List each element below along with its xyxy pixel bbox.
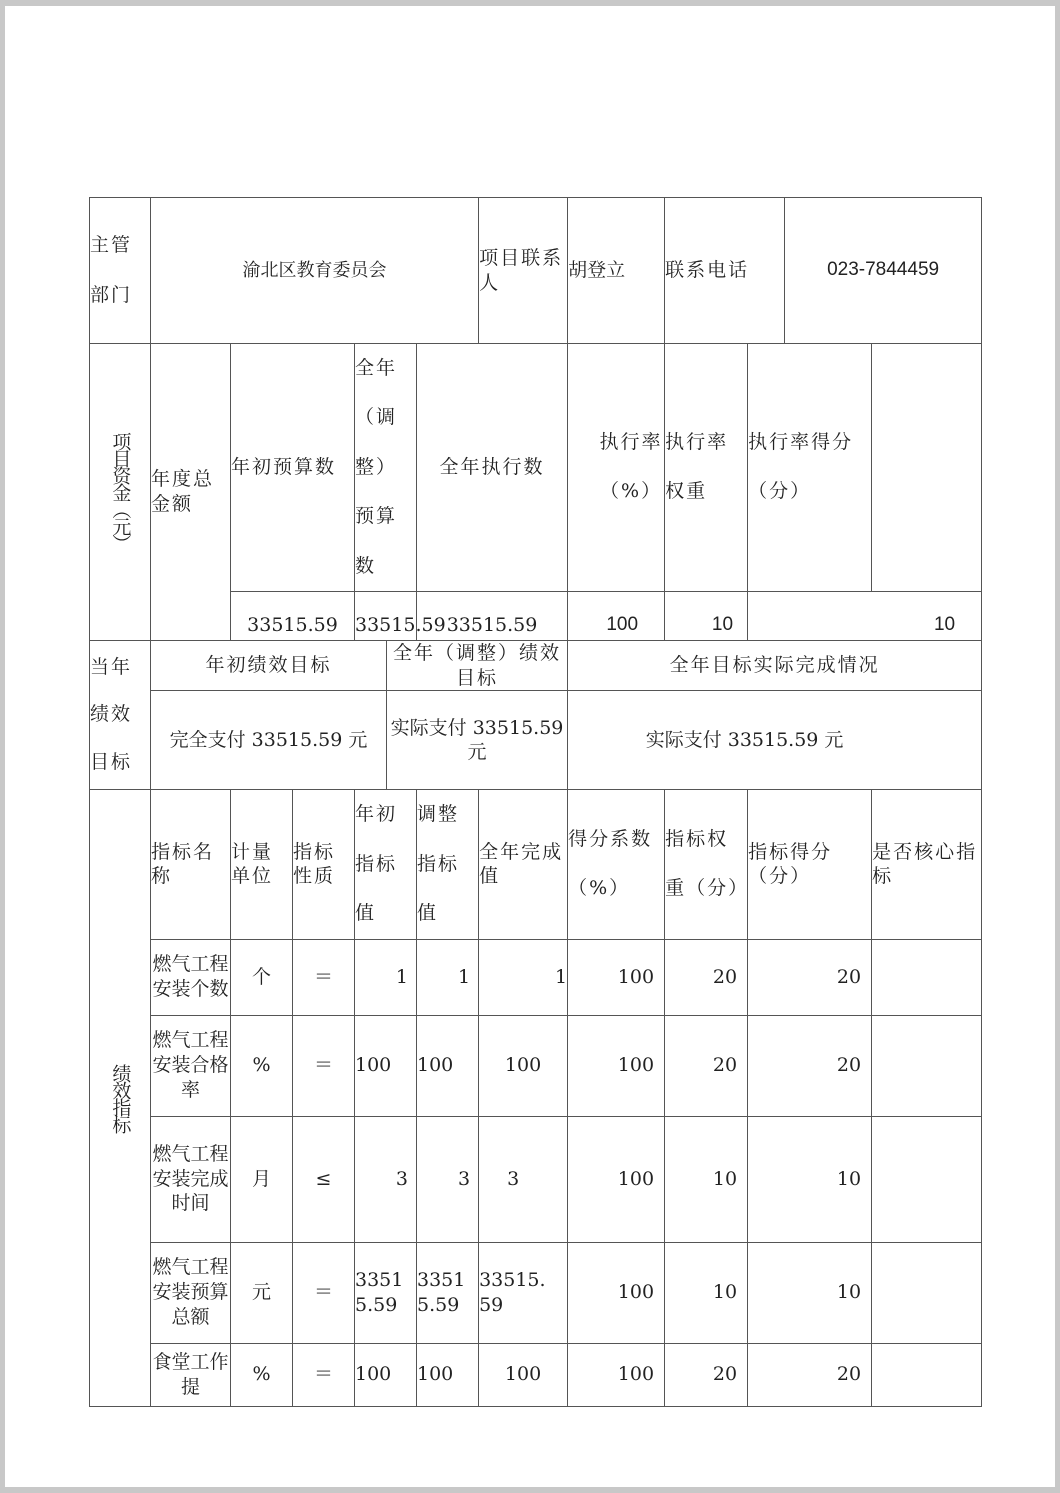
score-value: 10 — [748, 591, 982, 640]
row4-unit: 元 — [231, 1242, 293, 1343]
funds-section-label — [90, 344, 151, 641]
row3-initial: 3 — [355, 1116, 417, 1242]
goals-actual-value: 实际支付 33515.59 元 — [568, 691, 982, 790]
row5-actual: 100 — [479, 1343, 568, 1406]
hdr-score: 指标得分（分） — [748, 790, 872, 939]
row1-coef: 100 — [568, 939, 665, 1015]
table-row — [90, 1343, 982, 1406]
row1-score: 20 — [748, 939, 872, 1015]
row1-weight: 20 — [665, 939, 748, 1015]
row4-coef: 100 — [568, 1242, 665, 1343]
row4-score: 10 — [748, 1242, 872, 1343]
row2-weight: 20 — [665, 1015, 748, 1116]
row4-adjusted: 33515.59 — [417, 1242, 479, 1343]
row5-coef: 100 — [568, 1343, 665, 1406]
row3-name: 燃气工程安装完成时间 — [151, 1116, 231, 1242]
row2-name: 燃气工程安装合格率 — [151, 1015, 231, 1116]
row2-initial: 100 — [355, 1015, 417, 1116]
goals-adjusted-header: 全年（调整）绩效目标 — [387, 640, 568, 690]
row1-adjusted: 1 — [417, 939, 479, 1015]
row5-adjusted: 100 — [417, 1343, 479, 1406]
row3-core — [872, 1116, 982, 1242]
row1-core — [872, 939, 982, 1015]
row3-score: 10 — [748, 1116, 872, 1242]
row4-core — [872, 1242, 982, 1343]
weight-label: 执行率权重 — [665, 344, 748, 592]
contact-label: 项目联系人 — [479, 198, 568, 344]
row3-coef: 100 — [568, 1116, 665, 1242]
row5-weight: 20 — [665, 1343, 748, 1406]
row1-unit: 个 — [231, 939, 293, 1015]
table-row — [90, 1242, 982, 1343]
hdr-adjusted: 调整指标值 — [417, 790, 479, 939]
row3-nature: ≤ — [293, 1116, 355, 1242]
row4-name: 燃气工程安装预算总额 — [151, 1242, 231, 1343]
hdr-name: 指标名称 — [151, 790, 231, 939]
row3-actual: 3 — [479, 1116, 568, 1242]
row2-nature: ＝ — [293, 1015, 355, 1116]
dept-value: 渝北区教育委员会 — [151, 198, 479, 344]
document-page — [5, 6, 1055, 1487]
indicators-section-text: 绩效指标 — [109, 1063, 132, 1132]
row5-initial: 100 — [355, 1343, 417, 1406]
goals-adjusted-value: 实际支付 33515.59 元 — [387, 691, 568, 790]
row2-actual: 100 — [479, 1015, 568, 1116]
funds-section-text: 项目资金（元） — [109, 432, 132, 552]
total-label: 年度总金额 — [151, 344, 231, 641]
phone-value: 023-7844459 — [785, 198, 982, 344]
hdr-actual: 全年完成值 — [479, 790, 568, 939]
row5-score: 20 — [748, 1343, 872, 1406]
row3-unit: 月 — [231, 1116, 293, 1242]
adjusted-budget-label: 全年（调整）预算数 — [355, 344, 417, 592]
hdr-coef: 得分系数（%） — [568, 790, 665, 939]
row5-name: 食堂工作提 — [151, 1343, 231, 1406]
hdr-nature: 指标性质 — [293, 790, 355, 939]
hdr-initial: 年初指标值 — [355, 790, 417, 939]
rate-label: 执行率（%） — [568, 344, 665, 592]
score-label: 执行率得分（分） — [748, 344, 872, 592]
phone-label: 联系电话 — [665, 198, 785, 344]
indicators-section-label — [90, 790, 151, 1406]
adjusted-budget-value: 33515.59 — [355, 591, 417, 640]
row1-name: 燃气工程安装个数 — [151, 939, 231, 1015]
row4-actual: 33515.59 — [479, 1242, 568, 1343]
executed-value: 33515.59 — [417, 591, 568, 640]
row2-coef: 100 — [568, 1015, 665, 1116]
row2-adjusted: 100 — [417, 1015, 479, 1116]
contact-value: 胡登立 — [568, 198, 665, 344]
goals-values-row — [90, 691, 982, 790]
performance-table — [89, 197, 982, 1407]
goals-initial-header: 年初绩效目标 — [151, 640, 387, 690]
row2-score: 20 — [748, 1015, 872, 1116]
row3-weight: 10 — [665, 1116, 748, 1242]
row1-nature: ＝ — [293, 939, 355, 1015]
row5-core — [872, 1343, 982, 1406]
dept-label: 主管部门 — [90, 198, 151, 344]
hdr-weight: 指标权重（分） — [665, 790, 748, 939]
rate-value: 100 — [568, 591, 665, 640]
row4-initial: 33515.59 — [355, 1242, 417, 1343]
indicator-header-row — [90, 790, 982, 939]
row4-weight: 10 — [665, 1242, 748, 1343]
row1-actual: 1 — [479, 939, 568, 1015]
goals-actual-header: 全年目标实际完成情况 — [568, 640, 982, 690]
initial-budget-label: 年初预算数 — [231, 344, 355, 592]
table-row — [90, 1015, 982, 1116]
goals-header-row — [90, 640, 982, 690]
executed-label: 全年执行数 — [417, 344, 568, 592]
goals-initial-value: 完全支付 33515.59 元 — [151, 691, 387, 790]
table-row — [90, 939, 982, 1015]
row4-nature: ＝ — [293, 1242, 355, 1343]
header-row — [90, 198, 982, 344]
row1-initial: 1 — [355, 939, 417, 1015]
row2-unit: % — [231, 1015, 293, 1116]
goals-section-label: 当年绩效目标 — [90, 640, 151, 789]
hdr-unit: 计量单位 — [231, 790, 293, 939]
row5-unit: % — [231, 1343, 293, 1406]
initial-budget-value: 33515.59 — [231, 591, 355, 640]
funds-header-spacer — [872, 344, 982, 592]
hdr-core: 是否核心指标 — [872, 790, 982, 939]
funds-header-row — [90, 344, 982, 592]
table-row — [90, 1116, 982, 1242]
row3-adjusted: 3 — [417, 1116, 479, 1242]
row2-core — [872, 1015, 982, 1116]
weight-value: 10 — [665, 591, 748, 640]
row5-nature: ＝ — [293, 1343, 355, 1406]
